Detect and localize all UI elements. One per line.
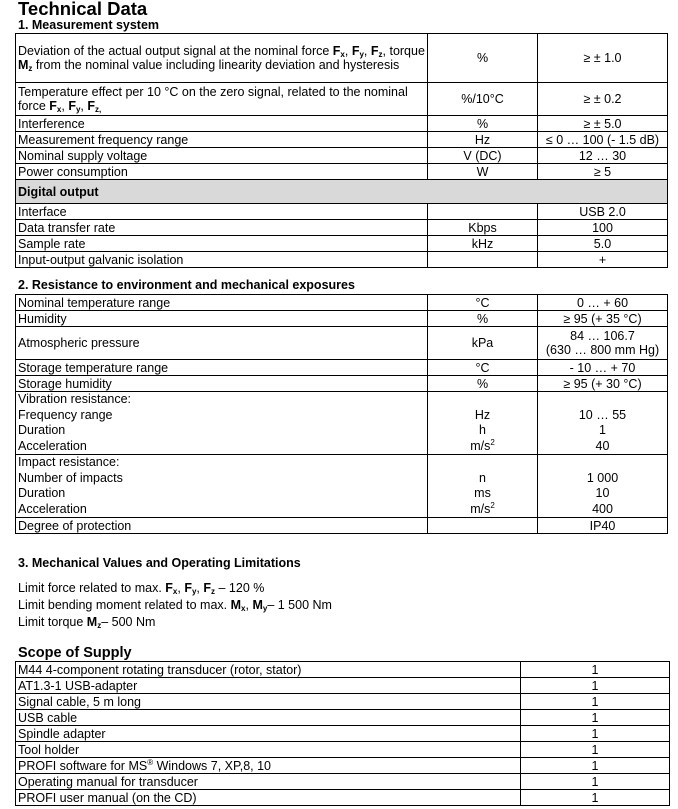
item-qty: 1 [521, 694, 670, 710]
item-name: Operating manual for transducer [16, 774, 521, 790]
item-name: Tool holder [16, 742, 521, 758]
item-qty: 1 [521, 726, 670, 742]
section-3-heading: 3. Mechanical Values and Operating Limitations [18, 556, 301, 570]
table-row [16, 164, 668, 180]
unit-cell [428, 252, 538, 268]
param-cell: Storage humidity [16, 376, 428, 392]
table-row [16, 132, 668, 148]
param-cell: Data transfer rate [16, 220, 428, 236]
value-cell: ≥ 95 (+ 30 °C) [538, 376, 668, 392]
section-1-heading: 1. Measurement system [18, 18, 160, 32]
limit-force-line: Limit force related to max. $F_x$, $F_y$, $F_z - 120$ % [18, 581, 265, 596]
vibration-row [16, 392, 668, 455]
unit-cell: n ms $m/s^2$ [428, 455, 538, 518]
item-name: Signal cable, 5 m long [16, 694, 521, 710]
measurement-table [15, 33, 668, 268]
param-cell: Temperature effect per 10 °C on the zero signal, related to the nominal force $F_x$, $F_y$, $F_{z,}$ [16, 83, 428, 116]
value-cell: IP40 [538, 518, 668, 534]
param-cell: Interface [16, 204, 428, 220]
param-cell: Power consumption [16, 164, 428, 180]
section-2-heading: 2. Resistance to environment and mechanical exposures [18, 278, 355, 292]
unit-cell: W [428, 164, 538, 180]
value-cell: + [538, 252, 668, 268]
unit-cell: % [428, 376, 538, 392]
limit-torque-line: Limit torque $M_z-$ 500 Nm [18, 615, 156, 630]
value-cell: ≥ 95 (+ 35 °C) [538, 311, 668, 327]
value-cell: 5.0 [538, 236, 668, 252]
item-qty: 1 [521, 710, 670, 726]
table-row [16, 694, 670, 710]
item-qty: 1 [521, 662, 670, 678]
value-cell: ≥ ± 5.0 [538, 116, 668, 132]
param-cell: Degree of protection [16, 518, 428, 534]
impact-row [16, 455, 668, 518]
value-cell: ≥ 5 [538, 164, 668, 180]
digital-output-heading: Digital output [16, 180, 668, 204]
param-cell: Measurement frequency range [16, 132, 428, 148]
table-row [16, 662, 670, 678]
table-row [16, 758, 670, 774]
item-qty: 1 [521, 678, 670, 694]
param-cell: Nominal temperature range [16, 295, 428, 311]
unit-cell [428, 204, 538, 220]
unit-cell: Kbps [428, 220, 538, 236]
table-row [16, 148, 668, 164]
param-cell: Sample rate [16, 236, 428, 252]
unit-cell: °C [428, 295, 538, 311]
table-row [16, 376, 668, 392]
value-cell: ≤ 0 … 100 (- 1.5 dB) [538, 132, 668, 148]
table-row [16, 220, 668, 236]
param-cell: Deviation of the actual output signal at the nominal force $F_x$, $F_y$, $F_z$, torque $M_z$ from the nominal value including linearity deviation and hysteresis [16, 34, 428, 83]
table-row [16, 678, 670, 694]
table-row [16, 295, 668, 311]
item-name: PROFI software for MS® Windows 7, XP,8, 10 [16, 758, 521, 774]
table-row [16, 236, 668, 252]
value-cell: 100 [538, 220, 668, 236]
item-qty: 1 [521, 742, 670, 758]
table-row [16, 116, 668, 132]
value-cell: USB 2.0 [538, 204, 668, 220]
value-cell: 1 000 10 400 [538, 455, 668, 518]
digital-output-header-row [16, 180, 668, 204]
table-row [16, 360, 668, 376]
item-name: AT1.3-1 USB-adapter [16, 678, 521, 694]
table-row [16, 311, 668, 327]
value-cell: - 10 … + 70 [538, 360, 668, 376]
unit-cell: % [428, 34, 538, 83]
table-row [16, 726, 670, 742]
item-qty: 1 [521, 790, 670, 806]
table-row [16, 790, 670, 806]
param-cell: Interference [16, 116, 428, 132]
table-row [16, 710, 670, 726]
item-name: Spindle adapter [16, 726, 521, 742]
param-cell: Nominal supply voltage [16, 148, 428, 164]
page-title: Technical Data [18, 0, 148, 19]
item-qty: 1 [521, 774, 670, 790]
unit-cell: Hz [428, 132, 538, 148]
param-cell: Vibration resistance: Frequency range Duration Acceleration [16, 392, 428, 455]
environment-table [15, 294, 668, 534]
param-cell: Impact resistance: Number of impacts Duration Acceleration [16, 455, 428, 518]
item-name: PROFI user manual (on the CD) [16, 790, 521, 806]
param-cell: Atmospheric pressure [16, 327, 428, 360]
supply-heading: Scope of Supply [18, 645, 132, 661]
value-cell: ≥ ± 1.0 [538, 34, 668, 83]
table-row [16, 252, 668, 268]
unit-cell [428, 518, 538, 534]
unit-cell: V (DC) [428, 148, 538, 164]
table-row [16, 327, 668, 360]
value-cell: 10 … 55 1 40 [538, 392, 668, 455]
table-row [16, 518, 668, 534]
param-cell: Input-output galvanic isolation [16, 252, 428, 268]
limit-bending-moment-line: Limit bending moment related to max. $M_x$, $M_y-$ 1 500 Nm [18, 598, 332, 613]
param-cell: Humidity [16, 311, 428, 327]
unit-cell: Hz h $m/s^2$ [428, 392, 538, 455]
unit-cell: % [428, 116, 538, 132]
unit-cell: °C [428, 360, 538, 376]
table-row [16, 742, 670, 758]
value-cell: 12 … 30 [538, 148, 668, 164]
value-cell: 84 … 106.7 (630 … 800 mm Hg) [538, 327, 668, 360]
value-cell: 0 … + 60 [538, 295, 668, 311]
unit-cell: kPa [428, 327, 538, 360]
value-cell: ≥ ± 0.2 [538, 83, 668, 116]
table-row [16, 774, 670, 790]
unit-cell: %/10°C [428, 83, 538, 116]
table-row [16, 204, 668, 220]
item-name: M44 4-component rotating transducer (rotor, stator) [16, 662, 521, 678]
unit-cell: kHz [428, 236, 538, 252]
table-row [16, 83, 668, 116]
table-row [16, 34, 668, 83]
unit-cell: % [428, 311, 538, 327]
item-qty: 1 [521, 758, 670, 774]
supply-table [15, 661, 670, 806]
item-name: USB cable [16, 710, 521, 726]
param-cell: Storage temperature range [16, 360, 428, 376]
